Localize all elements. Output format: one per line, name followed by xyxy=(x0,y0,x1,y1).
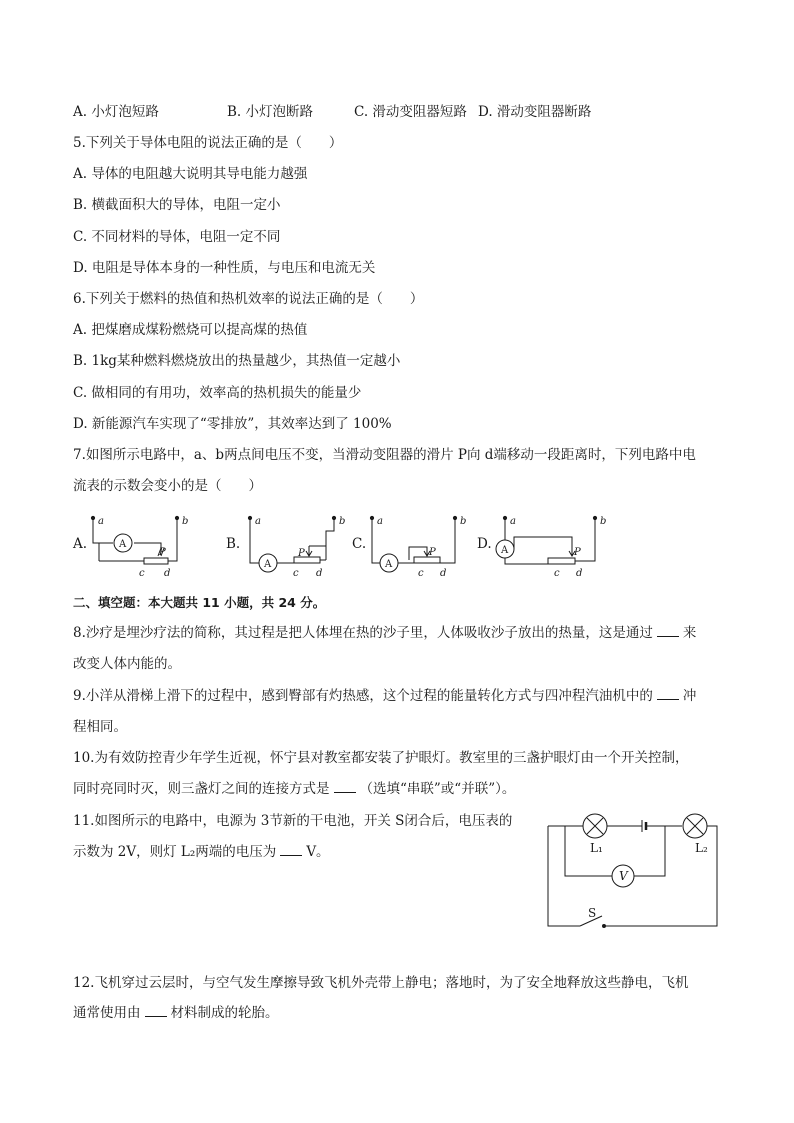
q5-stem: 5.下列关于导体电阻的说法正确的是（ ） xyxy=(73,135,343,151)
q7d-terminal-a: a xyxy=(510,516,516,527)
q7b-terminal-a: a xyxy=(255,516,261,527)
q7-stem-line2: 流表的示数会变小的是（ ） xyxy=(73,478,262,494)
q10-line2-post: （选填“串联”或“并联”）。 xyxy=(359,781,516,797)
q7b-slider: P xyxy=(298,548,305,559)
q7d-end-d: d xyxy=(576,568,583,579)
q7-label-b: B. xyxy=(226,536,241,552)
q7a-end-c: c xyxy=(139,568,145,579)
q12-line2-pre: 通常使用由 xyxy=(73,1005,141,1021)
q7-label-c: C. xyxy=(352,536,367,552)
q7a-terminal-b: b xyxy=(182,516,189,527)
lamp-l2 xyxy=(683,814,707,838)
q5-option-a: A. 导体的电阻越大说明其导电能力越强 xyxy=(73,166,308,182)
lamp-l1-label: L₁ xyxy=(590,841,603,855)
q7c-end-d: d xyxy=(440,568,447,579)
q6-option-c: C. 做相同的有用功，效率高的热机损失的能量少 xyxy=(73,385,362,401)
q7d-slider: P xyxy=(574,547,581,558)
q4-option-a: A. 小灯泡短路 xyxy=(73,104,159,120)
q9-line1-post: 冲 xyxy=(682,688,697,704)
q6-stem: 6.下列关于燃料的热值和热机效率的说法正确的是（ ） xyxy=(73,291,424,307)
q9-answer-blank[interactable] xyxy=(657,687,679,700)
q8-line1-post: 来 xyxy=(682,625,697,641)
switch-label: S xyxy=(588,906,597,920)
q8-answer-blank[interactable] xyxy=(657,624,679,637)
q7d-ammeter-label: A xyxy=(501,545,509,556)
q7b-ammeter-label: A xyxy=(264,559,272,570)
lamp-l1 xyxy=(583,814,607,838)
q7a-end-d: d xyxy=(164,568,171,579)
q7a-terminal-a: a xyxy=(98,516,104,527)
q9-line1-pre: 9.小洋从滑梯上滑下的过程中，感到臀部有灼热感，这个过程的能量转化方式与四冲程汽油机中的 xyxy=(73,688,653,704)
lamp-l2-label: L₂ xyxy=(695,841,708,855)
q6-option-b: B. 1kg某种燃料燃烧放出的热量越少，其热值一定越小 xyxy=(73,353,401,369)
q10-answer-blank[interactable] xyxy=(334,780,356,793)
q4-options xyxy=(73,103,753,121)
q7c-ammeter-label: A xyxy=(385,559,393,570)
q7c-terminal-a: a xyxy=(377,516,383,527)
q11-line2-pre: 示数为 2V，则灯 L₂两端的电压为 xyxy=(73,844,277,860)
q11-line1: 11.如图所示的电路中，电源为 3节新的干电池，开关 S闭合后，电压表的 xyxy=(73,813,513,829)
q7c-end-c: c xyxy=(418,568,424,579)
q10-line2-pre: 同时亮同时灭，则三盏灯之间的连接方式是 xyxy=(73,781,330,797)
q8-line1-pre: 8.沙疗是埋沙疗法的简称，其过程是把人体埋在热的沙子里，人体吸收沙子放出的热量，这是通过 xyxy=(73,625,653,641)
q12-answer-blank[interactable] xyxy=(145,1004,167,1017)
q7c-terminal-b: b xyxy=(460,516,467,527)
q4-option-b: B. 小灯泡断路 xyxy=(227,104,314,120)
q6-option-a: A. 把煤磨成煤粉燃烧可以提高煤的热值 xyxy=(73,322,308,338)
q10-line1: 10.为有效防控青少年学生近视，怀宁县对教室都安装了护眼灯。教室里的三盏护眼灯由一个开关控制， xyxy=(73,750,689,766)
q7a-ammeter-label: A xyxy=(119,539,127,550)
q8-line2: 改变人体内能的。 xyxy=(73,656,181,672)
q11-circuit xyxy=(540,812,730,934)
q7a-slider: P xyxy=(159,547,166,558)
q4-option-c: C. 滑动变阻器短路 xyxy=(354,104,467,120)
q5-option-d: D. 电阻是导体本身的一种性质，与电压和电流无关 xyxy=(73,260,376,276)
section-2-heading: 二、填空题：本大题共 11 小题，共 24 分。 xyxy=(73,595,326,610)
q7-circuit-a xyxy=(91,516,188,579)
battery xyxy=(642,820,653,832)
q8-line1 xyxy=(73,624,696,642)
q12-line2 xyxy=(73,1004,279,1022)
q7-circuit-d xyxy=(496,516,606,579)
q7b-end-c: c xyxy=(293,568,299,579)
q7-label-a: A. xyxy=(73,536,88,552)
q7c-slider: P xyxy=(429,547,436,558)
q10-line2 xyxy=(73,780,515,798)
q7-circuit-c xyxy=(370,516,466,579)
q11-line2-post: V。 xyxy=(306,844,330,860)
q4-option-d: D. 滑动变阻器断路 xyxy=(478,104,592,120)
q9-line2: 程相同。 xyxy=(73,719,127,735)
q7-label-d: D. xyxy=(477,536,492,552)
q6-option-d: D. 新能源汽车实现了“零排放”，其效率达到了 100% xyxy=(73,416,392,432)
q12-line2-post: 材料制成的轮胎。 xyxy=(170,1005,279,1021)
q11-line2 xyxy=(73,843,330,861)
q7-stem-line1: 7.如图所示电路中，a、b两点间电压不变，当滑动变阻器的滑片 P向 d端移动一段距离时，下列电路中电 xyxy=(73,447,696,463)
q7d-terminal-b: b xyxy=(600,516,607,527)
q7-circuits xyxy=(0,505,794,585)
q11-answer-blank[interactable] xyxy=(280,843,302,856)
q5-option-b: B. 横截面积大的导体，电阻一定小 xyxy=(73,197,281,213)
q7-circuit-b xyxy=(248,516,345,579)
q5-option-c: C. 不同材料的导体，电阻一定不同 xyxy=(73,229,281,245)
q9-line1 xyxy=(73,687,696,705)
q12-line1: 12.飞机穿过云层时，与空气发生摩擦导致飞机外壳带上静电；落地时，为了安全地释放这些静电，飞机 xyxy=(73,975,689,991)
q7b-terminal-b: b xyxy=(339,516,346,527)
q7d-end-c: c xyxy=(554,568,560,579)
voltmeter-label: V xyxy=(619,869,628,883)
q7b-end-d: d xyxy=(316,568,323,579)
